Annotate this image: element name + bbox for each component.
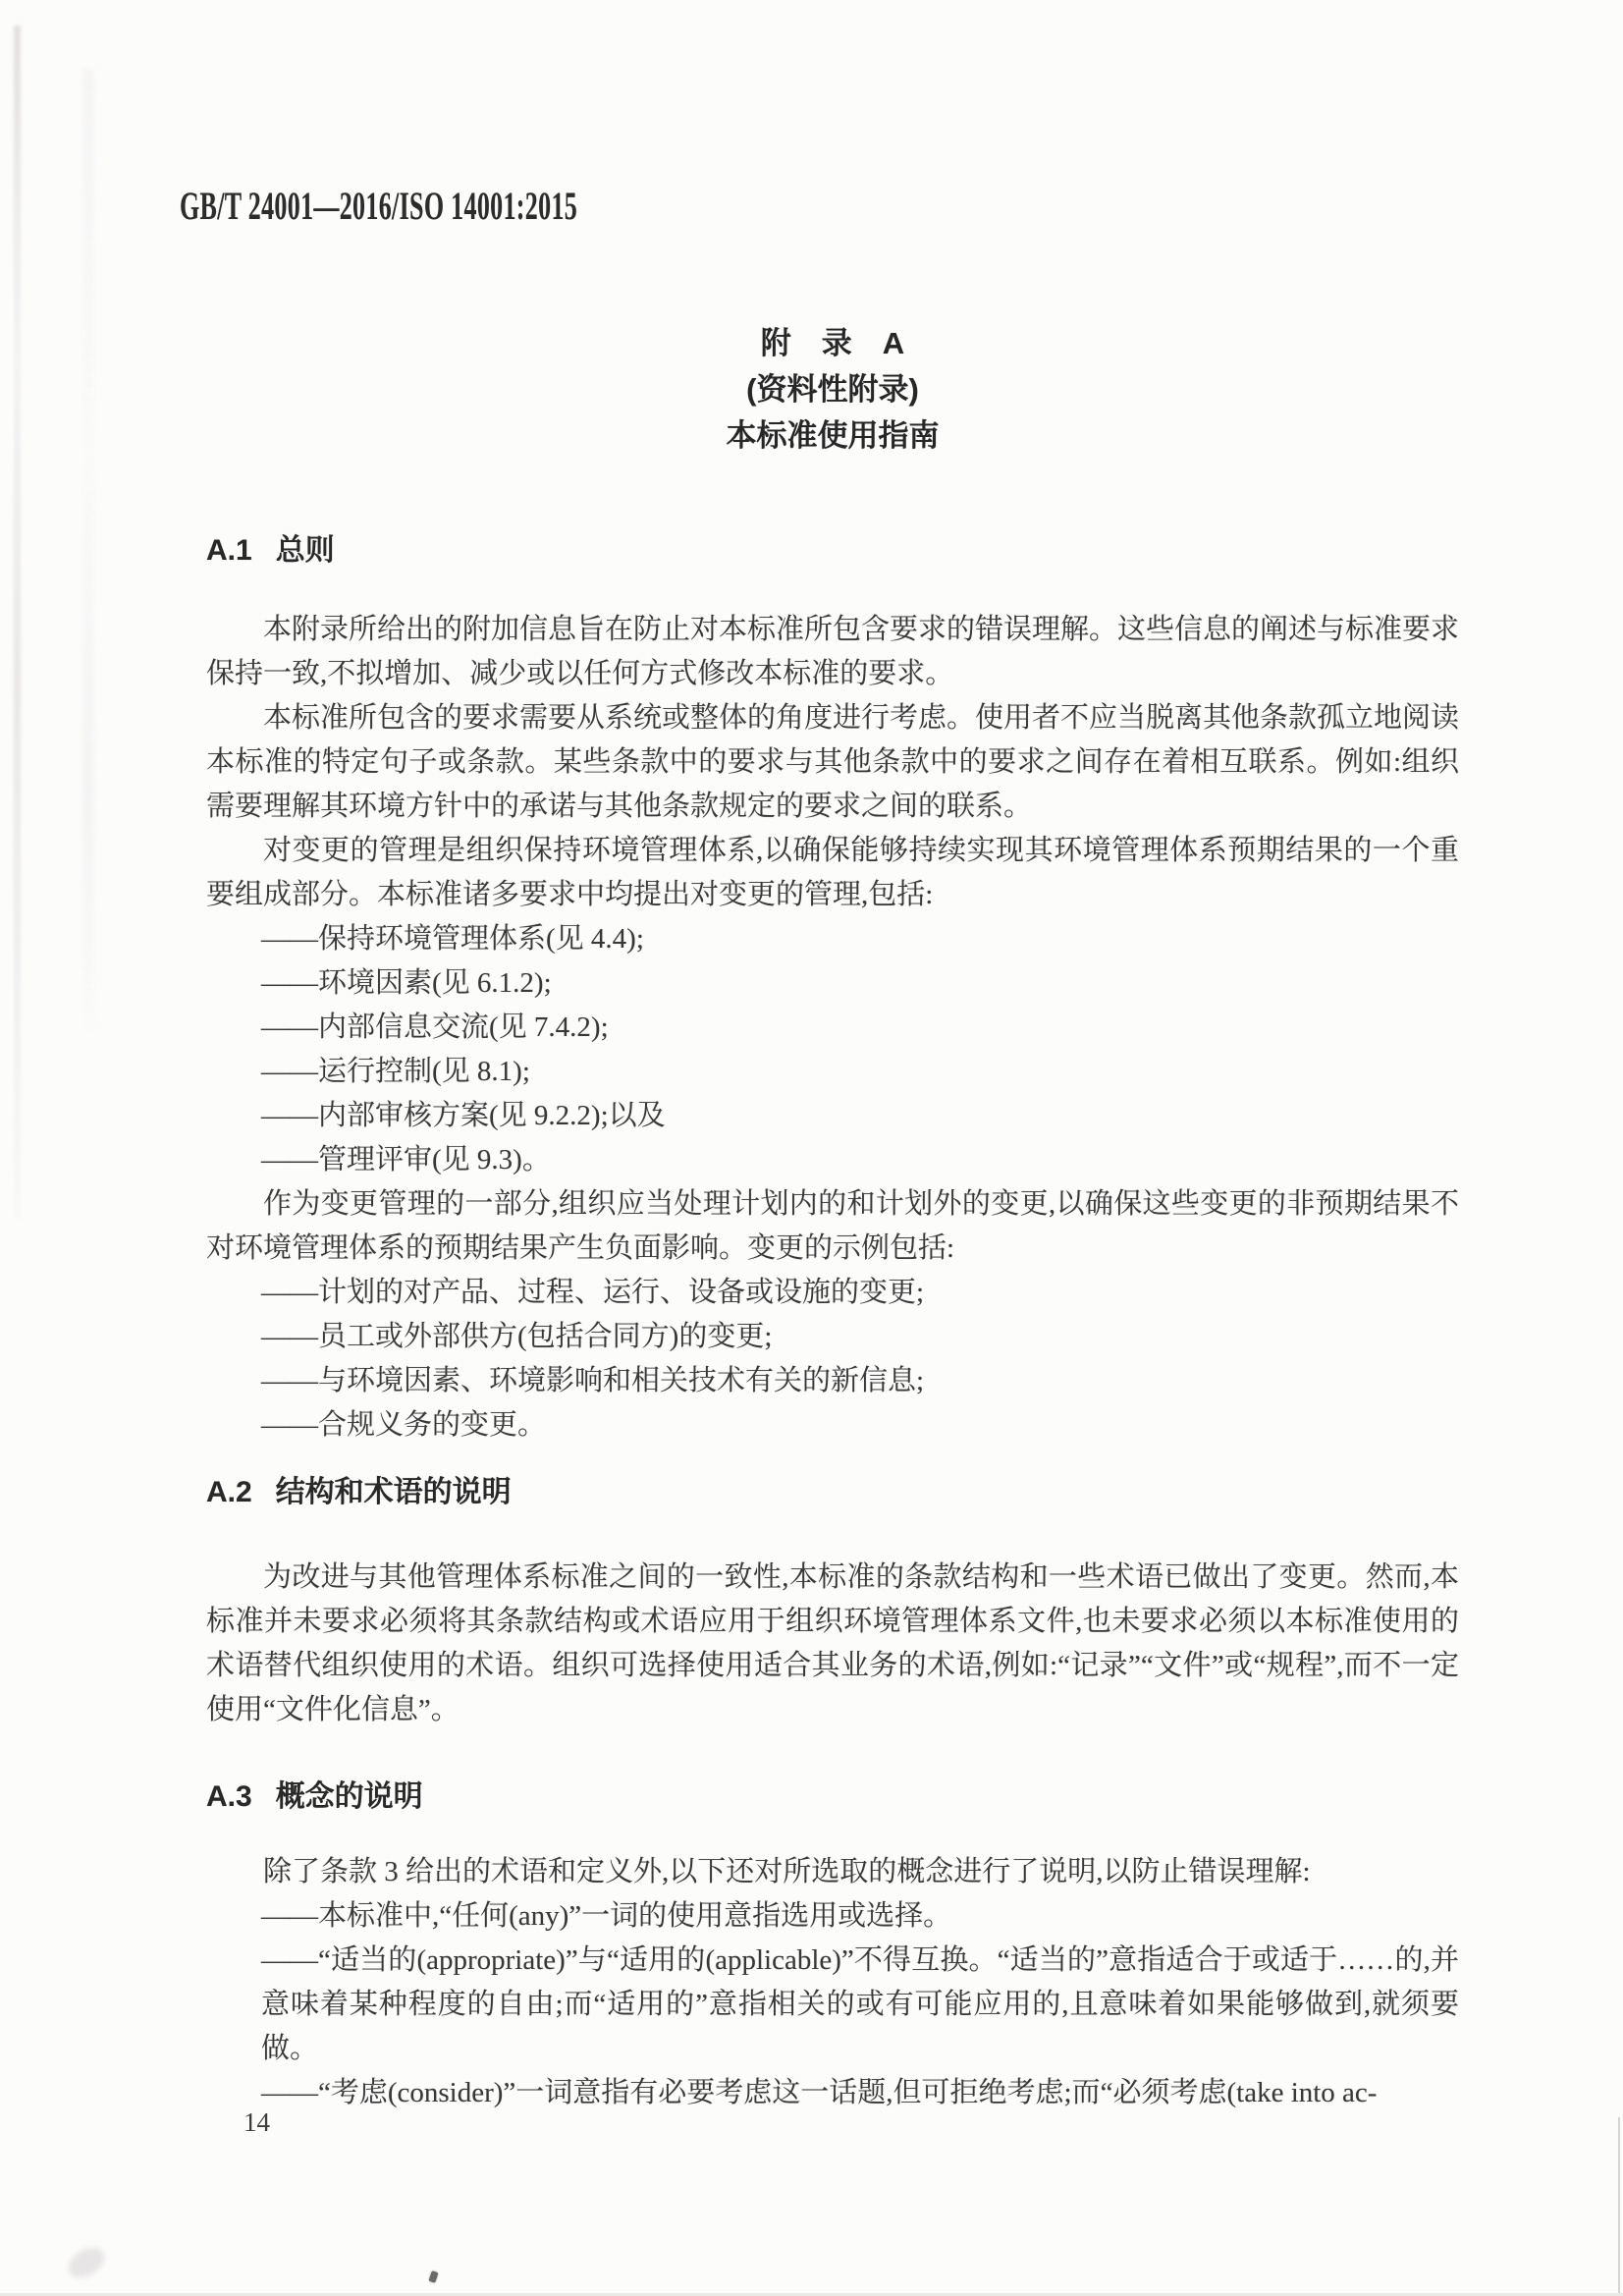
paragraph: 对变更的管理是组织保持环境管理体系,以确保能够持续实现其环境管理体系预期结果的一个重要组成部分。本标准诸多要求中均提出对变更的管理,包括: xyxy=(206,835,1459,910)
standard-number-header: GB/T 24001—2016/ISO 14001:2015 xyxy=(180,184,578,228)
section-number: A.1 xyxy=(206,534,252,567)
list-item: ——员工或外部供方(包括合同方)的变更; xyxy=(261,1321,773,1352)
list-item: ——“考虑(consider)”一词意指有必要考虑这一话题,但可拒绝考虑;而“必须考虑(take into ac- xyxy=(261,2077,1378,2108)
list-item: ——内部信息交流(见 7.4.2); xyxy=(261,1011,609,1043)
section-heading-a3 xyxy=(206,1777,1459,1817)
scan-artifact-left-streak-faint xyxy=(82,69,94,1031)
concept-clarification-list xyxy=(206,1894,1459,2115)
section-title: 结构和术语的说明 xyxy=(275,1476,512,1508)
page-number: 14 xyxy=(243,2107,270,2137)
scan-artifact-ink-mark xyxy=(428,2270,438,2283)
list-item: ——“适当的(appropriate)”与“适用的(applicable)”不得互换。“适当的”意指适合于或适于……的,并意味着某种程度的自由;而“适用的”意指相关的或有可能应用的,且意味着如果能够做到,就须要做。 xyxy=(261,1944,1459,2064)
list-item: ——计划的对产品、过程、运行、设备或设施的变更; xyxy=(261,1277,925,1308)
section-title: 总则 xyxy=(275,534,335,567)
paragraph: 作为变更管理的一部分,组织应当处理计划内的和计划外的变更,以确保这些变更的非预期结果不对环境管理体系的预期结果产生负面影响。变更的示例包括: xyxy=(206,1188,1459,1264)
scan-artifact-smudge xyxy=(63,2241,110,2283)
list-item: ——与环境因素、环境影响和相关技术有关的新信息; xyxy=(261,1365,925,1396)
list-item: ——合规义务的变更。 xyxy=(261,1409,547,1441)
scan-artifact-left-streak xyxy=(14,26,21,1219)
list-item: ——环境因素(见 6.1.2); xyxy=(261,967,552,999)
list-item: ——内部审核方案(见 9.2.2);以及 xyxy=(261,1100,666,1131)
change-management-list xyxy=(206,917,1459,1182)
list-item: ——保持环境管理体系(见 4.4); xyxy=(261,923,644,955)
annex-subtitle: (资料性附录) xyxy=(746,372,919,407)
annex-name: 本标准使用指南 xyxy=(726,418,940,453)
annex-title: 附 录 A xyxy=(760,326,905,360)
annex-title-block xyxy=(206,320,1459,459)
page-content xyxy=(206,0,1459,2115)
scan-artifact-right-edge-line xyxy=(1618,2117,1620,2296)
paragraph: 为改进与其他管理体系标准之间的一致性,本标准的条款结构和一些术语已做出了变更。然而,本标准并未要求必须将其条款结构或术语应用于组织环境管理体系文件,也未要求必须以本标准使用的术语替代组织使用的术语。组织可选择使用适合其业务的术语,例如:“记录”“文件”或“规程”,而不一定使用“文件化信息”。 xyxy=(206,1561,1459,1725)
paragraph: 本标准所包含的要求需要从系统或整体的角度进行考虑。使用者不应当脱离其他条款孤立地阅读本标准的特定句子或条款。某些条款中的要求与其他条款中的要求之间存在着相互联系。例如:组织需要理解其环境方针中的承诺与其他条款规定的要求之间的联系。 xyxy=(206,702,1460,822)
section-title: 概念的说明 xyxy=(275,1780,423,1813)
paragraph: 本附录所给出的附加信息旨在防止对本标准所包含要求的错误理解。这些信息的阐述与标准要求保持一致,不拟增加、减少或以任何方式修改本标准的要求。 xyxy=(206,614,1460,689)
section-number: A.2 xyxy=(206,1476,252,1508)
section-heading-a1 xyxy=(206,531,1459,571)
paragraph: 除了条款 3 给出的术语和定义外,以下还对所选取的概念进行了说明,以防止错误理解: xyxy=(263,1856,1311,1887)
section-number: A.3 xyxy=(206,1780,252,1813)
list-item: ——管理评审(见 9.3)。 xyxy=(261,1144,551,1175)
change-examples-list xyxy=(206,1271,1459,1448)
list-item: ——本标准中,“任何(any)”一词的使用意指选用或选择。 xyxy=(261,1900,952,1932)
list-item: ——运行控制(见 8.1); xyxy=(261,1056,530,1087)
section-heading-a2 xyxy=(206,1473,1459,1512)
